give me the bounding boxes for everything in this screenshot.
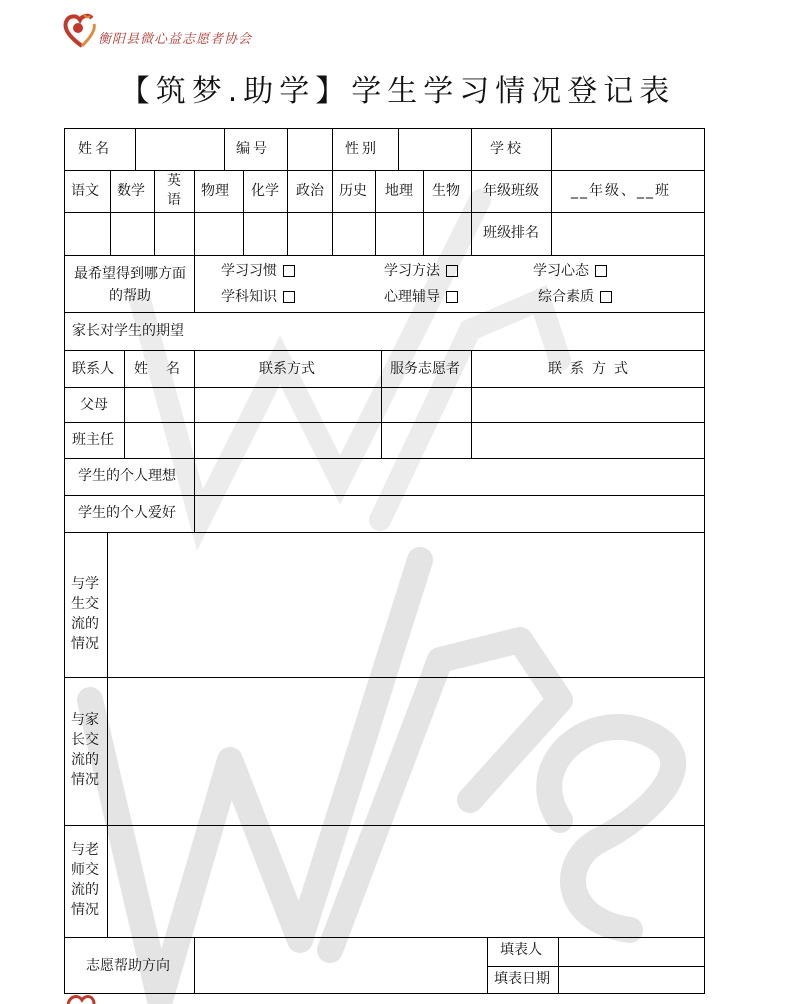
score-biology-field[interactable] <box>424 213 471 255</box>
association-logo <box>62 12 292 56</box>
gender-field[interactable] <box>399 129 471 170</box>
help-option-mindset[interactable]: 学习心态 <box>533 263 607 279</box>
gender-label: 性别 <box>345 141 379 157</box>
hobby-field[interactable] <box>195 496 704 532</box>
score-physics-field[interactable] <box>195 213 243 255</box>
contact-header-volunteer: 服务志愿者 <box>390 361 460 377</box>
score-math-field[interactable] <box>111 213 154 255</box>
hobby-label: 学生的个人爱好 <box>78 505 176 521</box>
fill-date-label: 填表日期 <box>494 971 550 987</box>
logo-text: 衡阳县微心益志愿者协会 <box>98 32 253 47</box>
checkbox-icon[interactable] <box>446 265 458 277</box>
class-rank-field[interactable] <box>552 213 704 255</box>
score-english-field[interactable] <box>155 213 194 255</box>
teacher-phone-field[interactable] <box>195 423 381 458</box>
parent-expectation-field[interactable] <box>195 313 704 350</box>
filler-label: 填表人 <box>500 942 542 958</box>
contact-header-name: 姓 名 <box>134 361 182 377</box>
number-label: 编号 <box>236 141 270 157</box>
direction-field[interactable] <box>195 938 487 993</box>
help-label: 最希望得到哪方面的帮助 <box>74 266 186 304</box>
score-history-field[interactable] <box>333 213 375 255</box>
checkbox-icon[interactable] <box>446 291 458 303</box>
score-geography-field[interactable] <box>376 213 423 255</box>
school-field[interactable] <box>552 129 704 170</box>
teacher-volunteer-field[interactable] <box>382 423 471 458</box>
teacher-name-field[interactable] <box>125 423 194 458</box>
contact-parents-label: 父母 <box>80 397 108 413</box>
class-rank-label: 班级排名 <box>483 225 539 241</box>
footer-logo-icon <box>66 994 96 1004</box>
grade-class-label: 年级班级 <box>483 183 539 199</box>
parents-phone-field[interactable] <box>195 388 381 422</box>
parents-volunteer-field[interactable] <box>382 388 471 422</box>
help-option-psych[interactable]: 心理辅导 <box>384 289 458 305</box>
parents-name-field[interactable] <box>125 388 194 422</box>
help-option-overall[interactable]: 综合素质 <box>538 289 612 305</box>
filler-field[interactable] <box>559 938 704 966</box>
checkbox-icon[interactable] <box>283 291 295 303</box>
school-label: 学校 <box>490 141 524 157</box>
grade-class-value[interactable]: __年级、__班 <box>571 183 671 199</box>
subject-chinese: 语文 <box>71 183 99 199</box>
subject-chemistry: 化学 <box>251 183 279 199</box>
score-politics-field[interactable] <box>288 213 332 255</box>
subject-history: 历史 <box>339 183 367 199</box>
parent-expectation-label: 家长对学生的期望 <box>72 323 184 339</box>
teacher-comm-field[interactable] <box>108 826 704 937</box>
contact-teacher-label: 班主任 <box>72 432 114 448</box>
help-option-knowledge[interactable]: 学科知识 <box>221 289 295 305</box>
parent-comm-field[interactable] <box>108 678 704 825</box>
ideal-label: 学生的个人理想 <box>78 468 176 484</box>
checkbox-icon[interactable] <box>600 291 612 303</box>
contact-header-method: 联系方式 <box>259 361 315 377</box>
help-option-habits[interactable]: 学习习惯 <box>221 263 295 279</box>
teacher-volunteer-phone-field[interactable] <box>472 423 704 458</box>
parent-comm-label: 与家 长交 流的 情况 <box>71 712 99 788</box>
help-option-methods[interactable]: 学习方法 <box>384 263 458 279</box>
contact-header-contact: 联系人 <box>72 361 114 377</box>
name-label: 姓名 <box>78 141 112 157</box>
parents-volunteer-phone-field[interactable] <box>472 388 704 422</box>
fill-date-field[interactable] <box>559 967 704 993</box>
subject-math: 数学 <box>117 183 145 199</box>
name-field[interactable] <box>136 129 224 170</box>
student-comm-field[interactable] <box>108 533 704 677</box>
teacher-comm-label: 与老 师交 流的 情况 <box>71 842 99 918</box>
subject-geography: 地理 <box>385 183 413 199</box>
ideal-field[interactable] <box>195 459 704 495</box>
checkbox-icon[interactable] <box>595 265 607 277</box>
direction-label: 志愿帮助方向 <box>86 958 170 974</box>
subject-biology: 生物 <box>432 183 460 199</box>
page-title: 【筑梦.助学】学生学习情况登记表 <box>119 74 676 109</box>
checkbox-icon[interactable] <box>283 265 295 277</box>
subject-politics: 政治 <box>296 183 324 199</box>
subject-physics: 物理 <box>201 183 229 199</box>
subject-english: 英语 <box>167 173 181 208</box>
heart-logo-icon <box>62 12 102 48</box>
number-field[interactable] <box>288 129 332 170</box>
student-comm-label: 与学 生交 流的 情况 <box>71 576 99 652</box>
contact-header-method2: 联系方式 <box>548 361 636 377</box>
score-chemistry-field[interactable] <box>244 213 287 255</box>
score-chinese-field[interactable] <box>65 213 110 255</box>
